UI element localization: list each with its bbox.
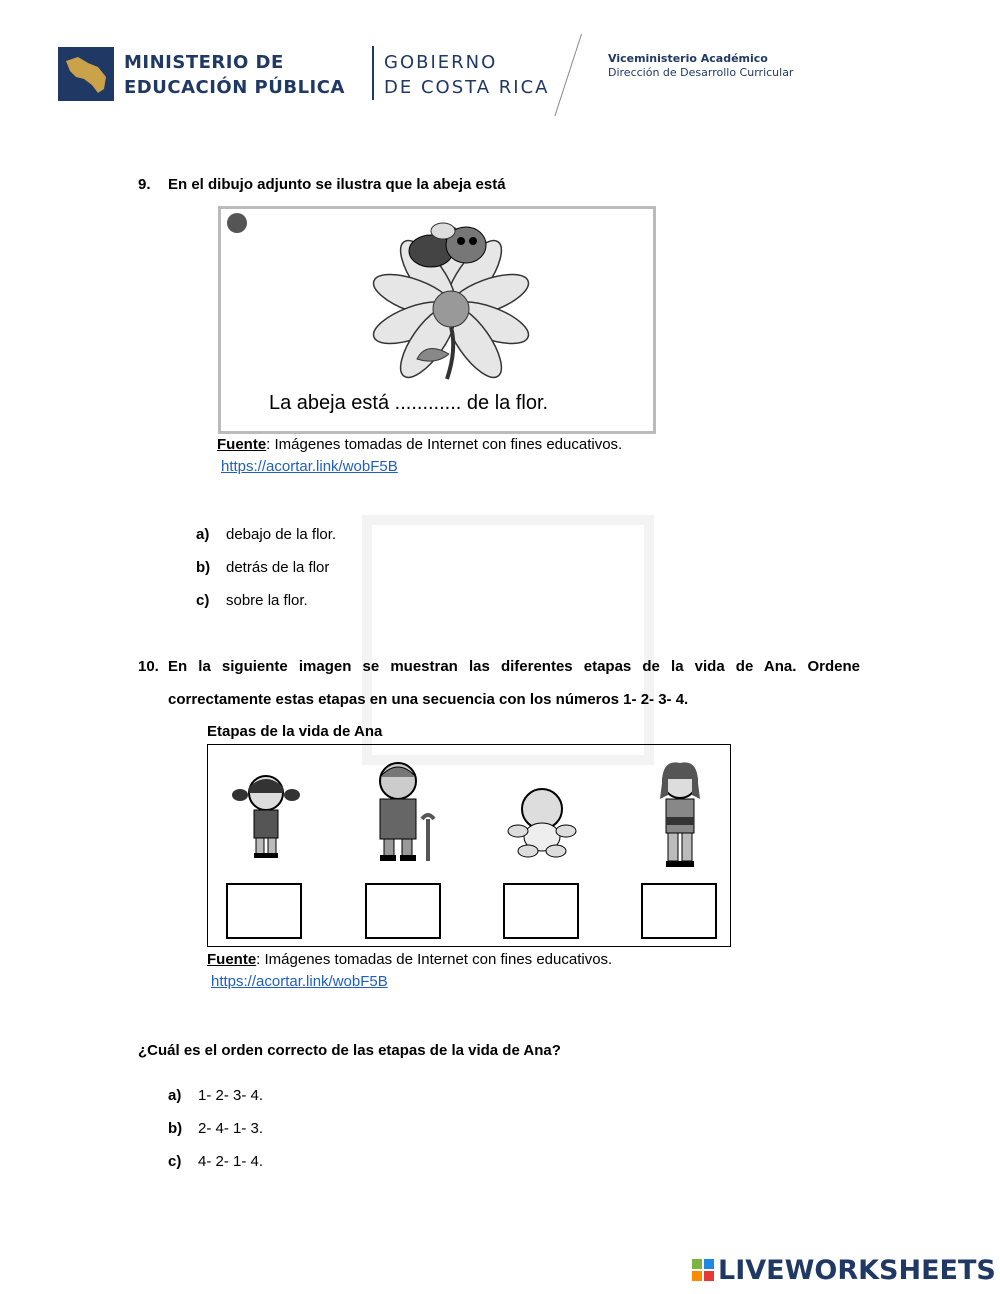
q9-text: En el dibujo adjunto se ilustra que la abeja está (168, 176, 506, 193)
q10-source-label: Fuente (207, 951, 257, 968)
answer-box-4[interactable] (641, 883, 717, 939)
q9-source (217, 436, 622, 453)
answer-box-3[interactable] (503, 883, 579, 939)
q9-option-b-text: detrás de la flor (226, 559, 330, 576)
girl-child-figure (228, 773, 304, 859)
answer-box-1[interactable] (226, 883, 302, 939)
q10-text-line1: En la siguiente imagen se muestran las diferentes etapas de la vida de Ana. Ordene (168, 658, 860, 675)
liveworksheets-brand[interactable]: LIVEWORKSHEETS (718, 1255, 996, 1286)
q10-option-a-text: 1- 2- 3- 4. (198, 1087, 264, 1104)
q9-option-a-text: debajo de la flor. (226, 526, 337, 543)
q10-figure-title: Etapas de la vida de Ana (207, 723, 383, 740)
q9-option-b[interactable] (196, 559, 210, 576)
q10-text-line2: correctamente estas etapas en una secuencia con los números 1- 2- 3- 4. (168, 691, 689, 708)
ministry-name (124, 50, 345, 100)
q10-source-text: : Imágenes tomadas de Internet con fines educativos. (256, 951, 613, 968)
q9-source-link[interactable]: https://acortar.link/wobF5B (221, 458, 398, 475)
q9-option-a[interactable] (196, 526, 209, 543)
life-stages-figure (207, 744, 731, 947)
q10-option-c-text: 4- 2- 1- 4. (198, 1153, 264, 1170)
q10-option-a[interactable] (168, 1087, 181, 1104)
baby-figure (504, 787, 580, 859)
option-letter: a) (196, 526, 210, 543)
vice-title: Viceministerio Académico (608, 52, 768, 65)
government-name (384, 50, 549, 100)
q10-number: 10. (138, 658, 159, 675)
q10-option-c[interactable] (168, 1153, 181, 1170)
option-letter: c) (196, 592, 210, 609)
header-slash (554, 34, 582, 116)
q9-number: 9. (138, 176, 151, 193)
elderly-woman-figure (366, 759, 442, 863)
ministry-line2: EDUCACIÓN PÚBLICA (124, 77, 345, 98)
q10-source-link[interactable]: https://acortar.link/wobF5B (211, 973, 388, 990)
q10-option-b-text: 2- 4- 1- 3. (198, 1120, 264, 1137)
teen-girl-figure (642, 759, 718, 871)
bee-flower-image (218, 206, 656, 434)
vice-ministry (608, 52, 793, 80)
ministry-line1: MINISTERIO DE (124, 52, 284, 73)
liveworksheets-logo-icon (692, 1259, 714, 1281)
answer-box-2[interactable] (365, 883, 441, 939)
q10-question: ¿Cuál es el orden correcto de las etapas de la vida de Ana? (138, 1042, 561, 1059)
q10-source (207, 951, 612, 968)
option-letter: a) (168, 1087, 182, 1104)
q9-source-label: Fuente (217, 436, 267, 453)
watermark-shield (362, 515, 654, 765)
option-letter: b) (196, 559, 211, 576)
vice-subtitle: Dirección de Desarrollo Curricular (608, 66, 794, 79)
bee-image-caption: La abeja está ............ de la flor. (269, 392, 549, 414)
q10-option-b[interactable] (168, 1120, 182, 1137)
header-divider (372, 46, 374, 100)
gov-line2: DE COSTA RICA (384, 77, 550, 98)
q9-option-c-text: sobre la flor. (226, 592, 308, 609)
option-letter: b) (168, 1120, 183, 1137)
q9-source-text: : Imágenes tomadas de Internet con fines educativos. (266, 436, 623, 453)
gov-line1: GOBIERNO (384, 52, 498, 73)
option-letter: c) (168, 1153, 182, 1170)
ministry-logo (58, 47, 114, 101)
q9-option-c[interactable] (196, 592, 209, 609)
